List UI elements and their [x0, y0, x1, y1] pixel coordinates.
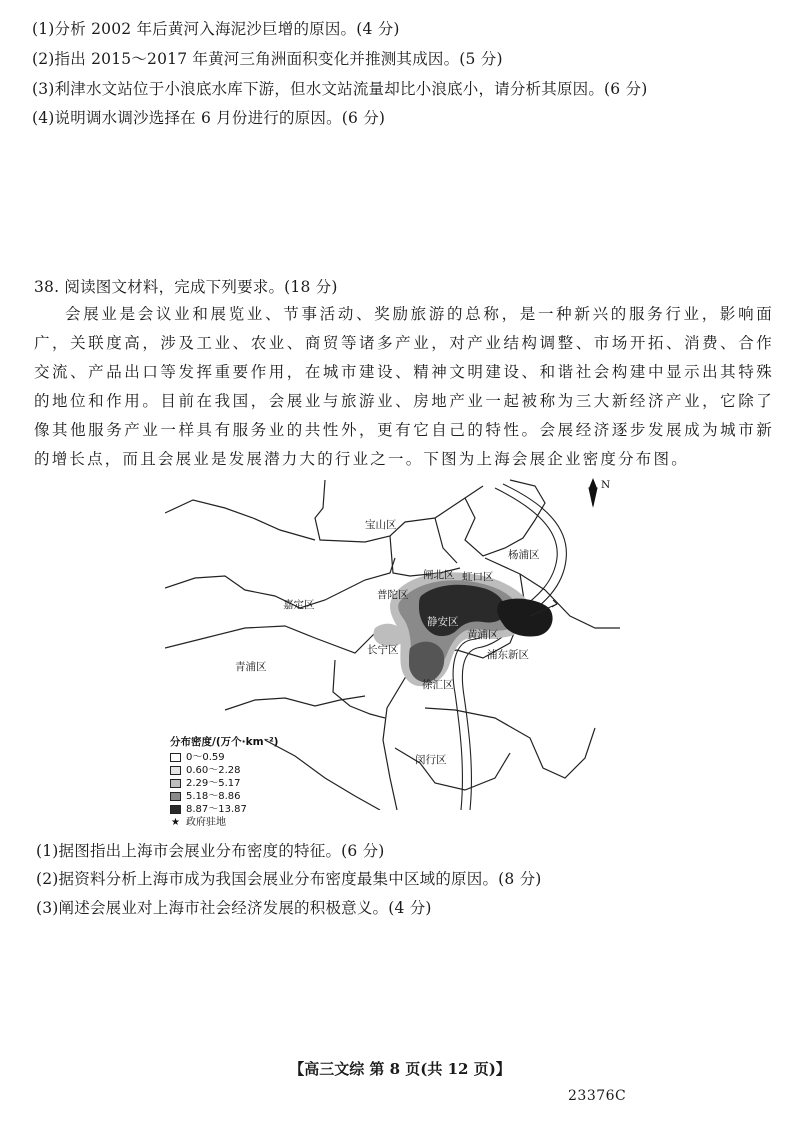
north-label: N	[601, 479, 611, 491]
label-pudong: 浦东新区	[487, 649, 529, 661]
q38-sub-3: (3)阐述会展业对上海市社会经济发展的积极意义。(4 分)	[36, 899, 432, 917]
legend-swatch	[170, 779, 181, 788]
legend-item: 2.29～5.17	[170, 777, 279, 790]
legend-item: 0.60～2.28	[170, 764, 279, 777]
legend-item: 5.18～8.86	[170, 790, 279, 803]
q38-sub-1: (1)据图指出上海市会展业分布密度的特征。(6 分)	[36, 842, 385, 860]
legend-title: 分布密度/(万个·km⁻²)	[170, 736, 279, 748]
label-changning: 长宁区	[367, 644, 399, 656]
label-minhang: 闵行区	[415, 754, 447, 766]
page-footer: 【高三文综 第 8 页(共 12 页)】	[289, 1060, 511, 1078]
question-3: (3)利津水文站位于小浪底水库下游，但水文站流量却比小浪底小，请分析其原因。(6 分)	[32, 80, 648, 98]
legend-item: ★ 政府驻地	[171, 817, 226, 828]
question-1: (1)分析 2002 年后黄河入海泥沙巨增的原因。(4 分)	[32, 20, 400, 38]
label-huangpu: 黄浦区	[467, 629, 499, 641]
question-2: (2)指出 2015～2017 年黄河三角洲面积变化并推测其成因。(5 分)	[32, 50, 503, 68]
legend-swatch	[170, 753, 181, 762]
map-legend	[170, 736, 279, 829]
label-jingan: 静安区	[427, 616, 459, 628]
legend-item: 0～0.59	[170, 751, 279, 764]
legend-swatch	[170, 766, 181, 775]
label-putuo: 普陀区	[377, 589, 409, 601]
label-qingpu: 青浦区	[235, 661, 267, 673]
q38-material: 会展业是会议业和展览业、节事活动、奖励旅游的总称，是一种新兴的服务行业，影响面广，关联度高，涉及工业、农业、商贸等诸多产业，对产业结构调整、市场开拓、消费、合作交流、产品出口等发挥重要作用，在城市建设、精神文明建设、和谐社会构建中显示出其特殊的地位和作用。目前在我国，会展业与旅游业、房地产业一起被称为三大新经济产业，它除了像其他服务产业一样具有服务业的共性外，更有它自己的特性。会展经济逐步发展成为城市新的增长点，而且会展业是发展潜力大的行业之一。下图为上海会展企业密度分布图。	[34, 305, 774, 468]
legend-swatch	[170, 792, 181, 801]
q38-sub-2: (2)据资料分析上海市成为我国会展业分布密度最集中区域的原因。(8 分)	[36, 870, 542, 888]
label-jiading: 嘉定区	[283, 599, 315, 611]
label-yangpu: 杨浦区	[508, 549, 540, 561]
label-hongkou: 虹口区	[462, 571, 494, 583]
label-xuhui: 徐汇区	[422, 679, 454, 691]
label-zhabei: 闸北区	[423, 569, 455, 581]
star-icon: ★	[171, 817, 180, 828]
exam-code: 23376C	[568, 1088, 627, 1104]
legend-item: 8.87～13.87	[170, 803, 279, 816]
question-4: (4)说明调水调沙选择在 6 月份进行的原因。(6 分)	[32, 109, 386, 127]
q38-heading: 38. 阅读图文材料，完成下列要求。(18 分)	[34, 278, 338, 296]
label-baoshan: 宝山区	[365, 519, 397, 531]
legend-swatch	[170, 805, 181, 814]
